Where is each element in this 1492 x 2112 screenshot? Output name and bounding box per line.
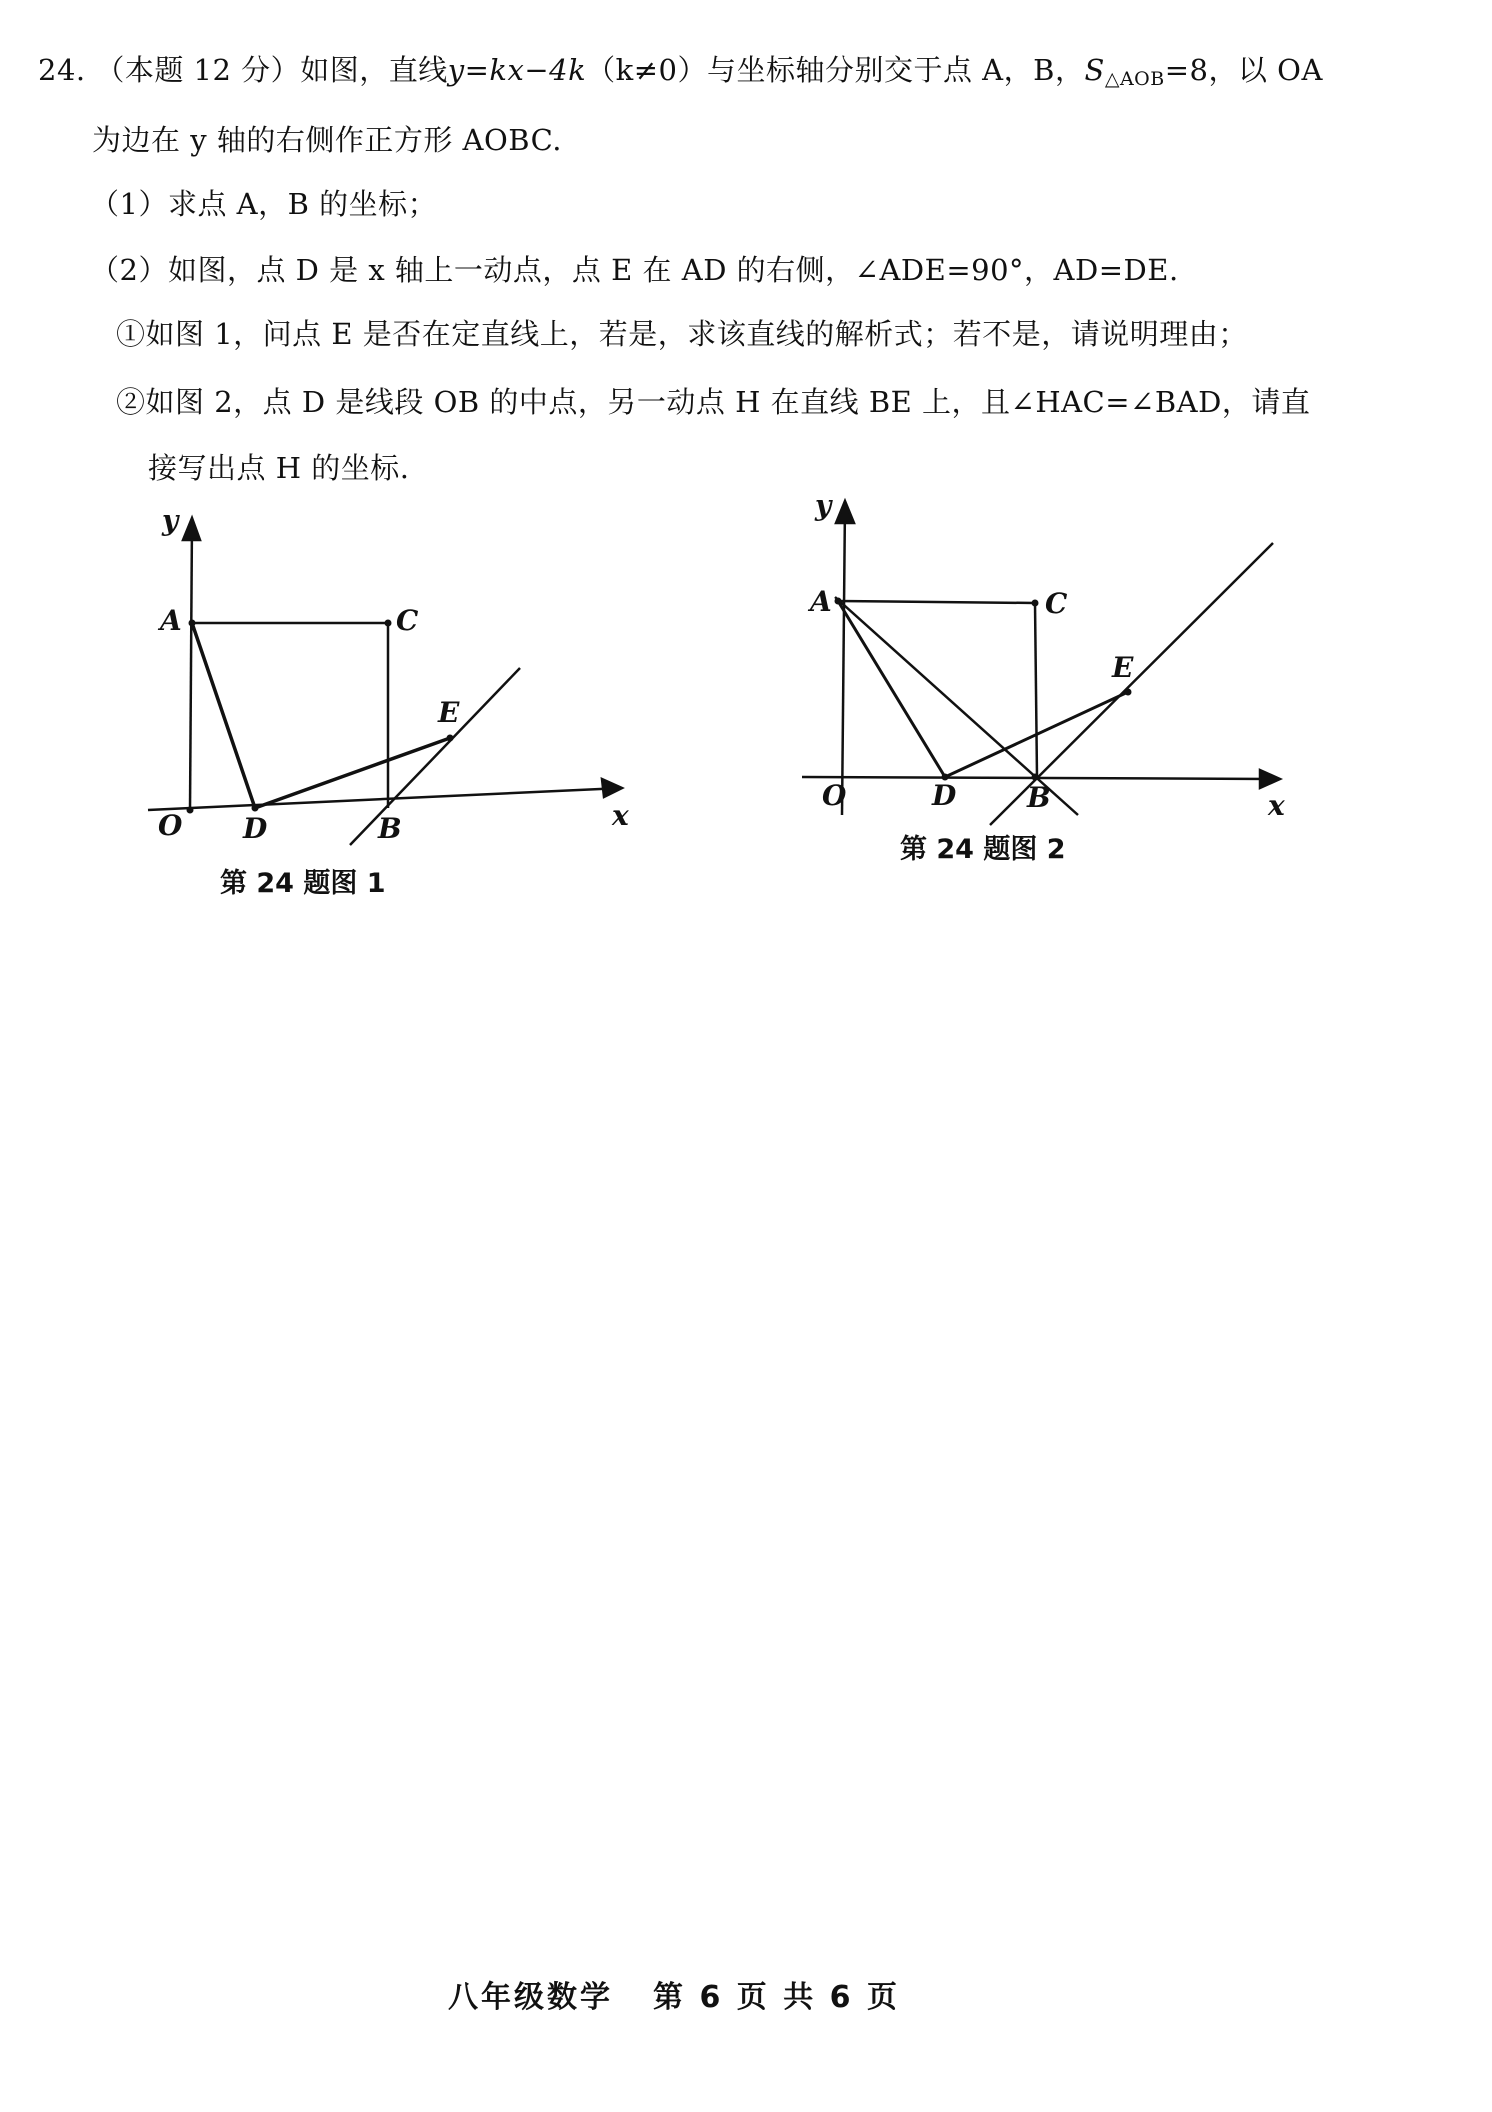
area-subscript: △AOB [1104,68,1165,90]
fig1-label-C: C [396,604,419,637]
fig1-point-E [447,735,454,742]
equation-condition: （k≠0） [586,53,707,87]
fig1-label-x: x [612,799,629,832]
area-value: =8，以 OA [1164,53,1323,87]
fig1-label-E: E [438,696,460,729]
footer-grade-subject: 八年级数学 [448,1980,613,2015]
fig2-x-arrow [1260,770,1280,788]
footer-page-number: 第 6 页 共 6 页 [653,1980,900,2015]
fig2-label-O: O [822,779,847,812]
fig1-point-C [385,620,392,627]
fig2-segment-CB [1035,603,1037,777]
fig2-label-A: A [810,585,832,618]
fig1-x-arrow [602,779,622,797]
fig2-point-A [835,598,842,605]
fig2-segment-AC [838,601,1035,603]
fig1-segment-AD [192,623,255,808]
question-stem-a: 如图，直线 [300,53,448,87]
fig2-label-B: B [1027,781,1051,814]
fig2-point-C [1032,600,1039,607]
fig1-label-B: B [378,812,402,845]
question-part-1: （1）求点 A，B 的坐标； [90,187,438,221]
question-subpart-2: ②如图 2，点 D 是线段 OB 的中点，另一动点 H 在直线 BE 上，且∠HAC=∠BAD，请直 [116,385,1311,419]
fig2-label-D: D [932,779,957,812]
fig2-point-B [1032,774,1039,781]
fig1-label-y: y [162,504,179,537]
fig2-y-axis [842,503,845,815]
area-symbol: S [1084,53,1105,87]
fig1-label-A: A [160,604,182,637]
fig1-y-arrow [183,518,200,540]
fig2-segment-AD [838,601,945,777]
fig2-label-E: E [1112,651,1134,684]
question-subpart-2-continued: 接写出点 H 的坐标. [148,451,410,485]
fig1-point-A [189,620,196,627]
fig1-point-D [252,805,259,812]
fig1-label-O: O [158,809,183,842]
fig1-point-O [187,807,194,814]
fig1-line-BE [350,668,520,845]
figure-2-diagram [790,485,1330,905]
fig1-label-D: D [243,812,268,845]
question-line-2: 为边在 y 轴的右侧作正方形 AOBC. [92,123,562,157]
fig2-x-axis [802,777,1278,779]
page-footer [448,1972,940,2016]
fig2-label-y: y [815,489,832,522]
question-score: （本题 12 分） [95,53,301,87]
fig1-x-axis [148,788,622,810]
fig2-caption: 第 24 题图 2 [900,834,1066,865]
question-subpart-1: ①如图 1，问点 E 是否在定直线上，若是，求该直线的解析式；若不是，请说明理由； [116,317,1248,351]
fig2-y-arrow [836,501,854,523]
question-stem-b: 与坐标轴分别交于点 A，B， [706,53,1085,87]
fig1-y-axis [190,520,192,810]
question-part-2: （2）如图，点 D 是 x 轴上一动点，点 E 在 AD 的右侧，∠ADE=90°，AD=DE. [90,253,1179,287]
line-equation: y=kx−4k [447,53,587,87]
figure-1-diagram [140,500,660,920]
question-number: 24. [38,53,86,87]
fig2-label-C: C [1045,587,1068,620]
fig2-point-E [1125,689,1132,696]
question-line-1 [38,48,1323,90]
fig1-caption: 第 24 题图 1 [220,868,386,899]
fig2-label-x: x [1268,789,1285,822]
